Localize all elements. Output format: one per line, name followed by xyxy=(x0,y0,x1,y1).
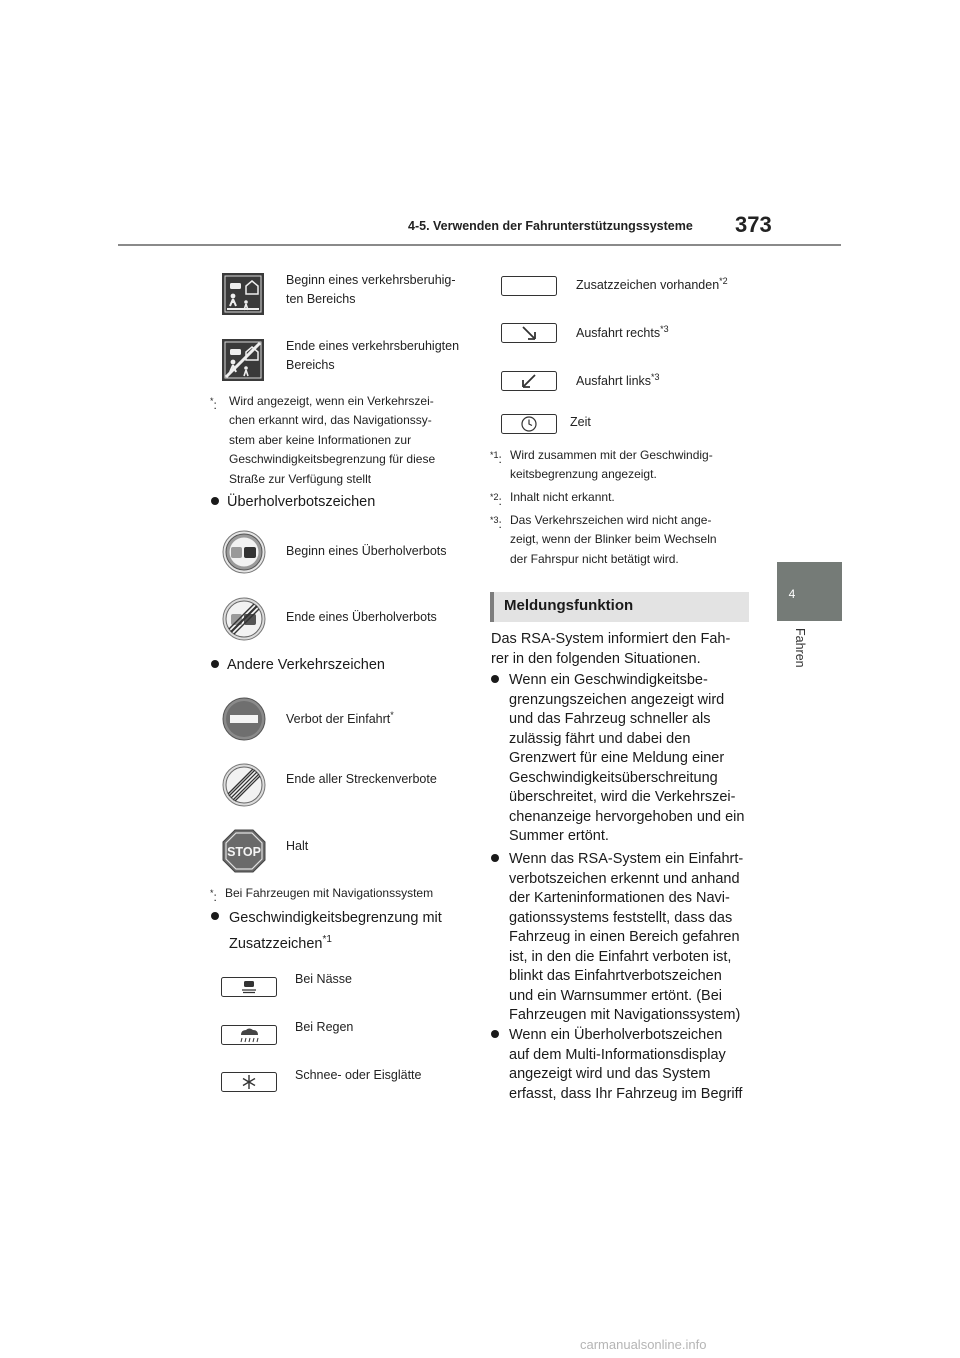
bullet-dot xyxy=(211,660,219,668)
bullet-speeding: Wenn ein Geschwindigkeitsbe- grenzungszeichen angezeigt wird und das Fahrzeug schneller als zulässig fährt und dabei den Grenzwert für eine Meldung einer Geschwindigkeitsüberschreitung überschreitet, wird die Verkehrszei- chenanzeige hervorgehoben und ein Summer ertönt. xyxy=(509,672,745,844)
stop-label: Halt xyxy=(286,839,309,853)
section-heading: Meldungsfunktion xyxy=(504,597,634,614)
bullet-dot xyxy=(491,1026,507,1046)
bullet-no-entry: Wenn das RSA-System ein Einfahrt- verbotszeichen erkennt und anhand der Karteninformationen des Navi- gationssystems feststellt, dass das Fahrzeug in einen Bereich gefahren ist, in den die Einfahrt verboten ist, blinkt das Einfahrtverbotszeichen und ein Warnsummer ertönt. (Bei Fahrzeugen mit Navigationssystem) xyxy=(509,851,744,1023)
traffic-calm-end-label: Ende eines verkehrsberuhigten Bereichs xyxy=(286,339,460,372)
bullet-speed-limit-text: Geschwindigkeitsbegrenzung mit Zusatzzeichen$^{*1}$ xyxy=(229,910,442,952)
rain-icon xyxy=(221,1025,277,1045)
end-all-restrictions-icon xyxy=(222,763,266,807)
page-number: 373 xyxy=(735,212,772,237)
wet-road-icon xyxy=(221,977,277,997)
exit-right-label: Ausfahrt rechts$^{*3}$ xyxy=(576,324,669,341)
traffic-calm-end-icon xyxy=(222,339,264,381)
bullet-dot xyxy=(491,671,507,691)
footnote-mark: $^{*3}$: xyxy=(490,515,502,531)
bullet-dot xyxy=(211,912,219,920)
chapter-label: Fahren xyxy=(793,628,807,668)
stop-sign-icon xyxy=(222,829,266,873)
clock-icon xyxy=(501,414,557,434)
wet-road-label: Bei Nässe xyxy=(295,972,352,986)
footnote-text: Wird angezeigt, wenn ein Verkehrszei- chen erkannt wird, das Navigationssy- stem aber keine Informationen zur Geschwindigkeitsbegrenzung für diese Straße zur Verfügung stellt xyxy=(229,394,436,486)
no-overtaking-icon xyxy=(222,530,266,574)
header-divider xyxy=(118,244,841,246)
section-header: 4-5. Verwenden der Fahrunterstützungssysteme xyxy=(408,219,693,233)
no-overtaking-label: Beginn eines Überholverbots xyxy=(286,544,447,558)
footnote-text: Bei Fahrzeugen mit Navigationssystem xyxy=(225,886,434,900)
intro-paragraph: Das RSA-System informiert den Fah- rer in den folgenden Situationen. xyxy=(491,631,731,667)
bullet-dot xyxy=(211,497,219,505)
footnote-mark: $^{*1}$: xyxy=(490,450,502,466)
snowflake-label: Schnee- oder Eisglätte xyxy=(295,1068,422,1082)
footnote-text: Wird zusammen mit der Geschwindig- keitsbegrenzung angezeigt. xyxy=(510,448,713,482)
rain-label: Bei Regen xyxy=(295,1020,354,1034)
footnote-text: Das Verkehrszeichen wird nicht ange- zeigt, wenn der Blinker beim Wechseln der Fahrspur nicht betätigt wird. xyxy=(510,513,717,566)
traffic-calm-start-icon xyxy=(222,273,264,315)
stop-sign-text: STOP xyxy=(227,845,261,859)
footnote-text: Inhalt nicht erkannt. xyxy=(510,490,615,504)
footnote-mark: *: xyxy=(210,396,217,412)
no-entry-label: Verbot der Einfahrt* xyxy=(286,710,394,727)
end-no-overtaking-label: Ende eines Überholverbots xyxy=(286,610,437,624)
footnote-mark: $^{*2}$: xyxy=(490,492,502,508)
blank-plate-label: Zusatzzeichen vorhanden$^{*2}$ xyxy=(576,276,728,293)
traffic-calm-start-label: Beginn eines verkehrsberuhig- ten Bereichs xyxy=(286,273,456,306)
footnote-mark: *: xyxy=(210,888,217,904)
bullet-speed-limit xyxy=(211,907,227,927)
bullet-overtaking-warning: Wenn ein Überholverbotszeichen auf dem Multi-Informationsdisplay angezeigt wird und das System erfasst, dass Ihr Fahrzeug im Begriff xyxy=(509,1027,743,1102)
bullet-overtaking: Überholverbotszeichen xyxy=(211,492,375,512)
exit-left-arrow-icon xyxy=(501,371,557,391)
exit-right-arrow-icon xyxy=(501,323,557,343)
chapter-number: 4 xyxy=(788,587,796,601)
bullet-dot xyxy=(491,850,507,870)
watermark: carmanualsonline.info xyxy=(580,1337,707,1352)
blank-plate-icon xyxy=(501,276,557,296)
no-entry-icon xyxy=(222,697,266,741)
bullet-other-signs: Andere Verkehrszeichen xyxy=(211,655,385,675)
end-all-restrictions-label: Ende aller Streckenverbote xyxy=(286,772,437,786)
snowflake-icon xyxy=(221,1072,277,1092)
end-no-overtaking-icon xyxy=(222,597,266,641)
clock-label: Zeit xyxy=(570,415,591,429)
exit-left-label: Ausfahrt links$^{*3}$ xyxy=(576,372,660,389)
